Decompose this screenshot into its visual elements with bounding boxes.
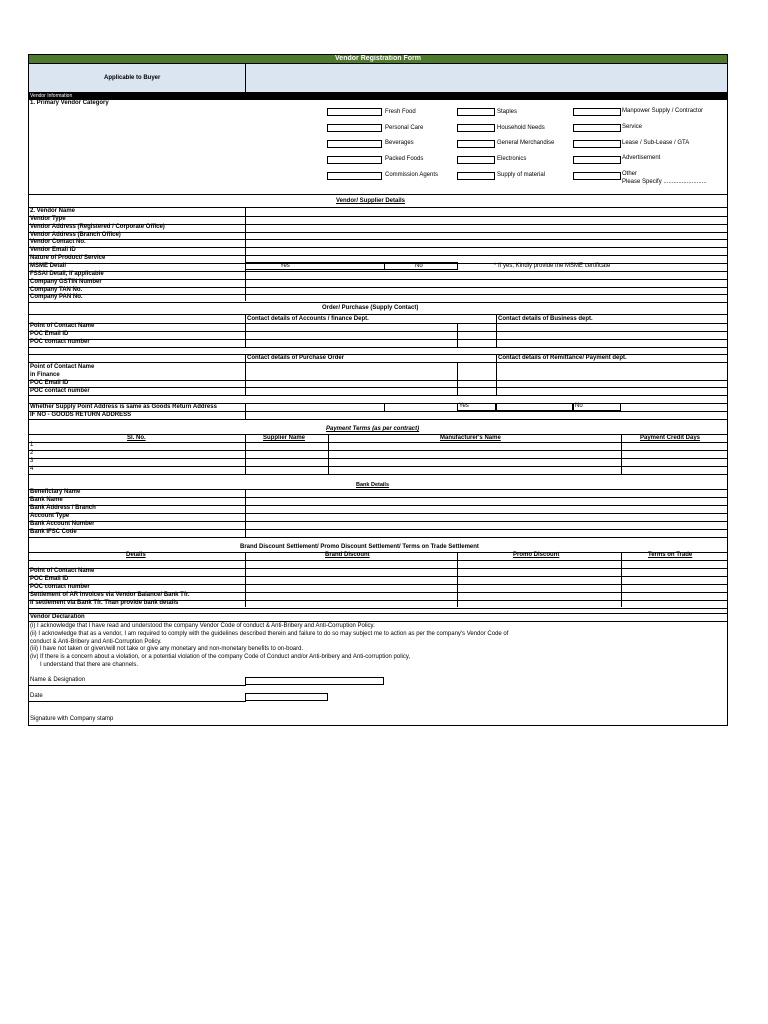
- divider: [28, 339, 728, 340]
- checkbox-packed-foods[interactable]: [327, 156, 382, 164]
- payment-row-number: 2: [30, 450, 34, 456]
- vendor-field-label: FSSAI Detail, if applicable: [30, 270, 104, 277]
- category-label: Fresh Food: [385, 109, 416, 115]
- vendor-field-label: Vendor Email ID: [30, 247, 76, 254]
- divider: [28, 331, 728, 332]
- bank-field-input[interactable]: [245, 521, 728, 529]
- divider: [457, 323, 458, 347]
- contact-business-heading: Contact details of Business dept.: [498, 316, 593, 322]
- divider: [621, 434, 622, 474]
- divider: [245, 489, 246, 537]
- checkbox-service[interactable]: [573, 124, 621, 132]
- primary-category-label: 1. Primary Vendor Category: [30, 100, 109, 106]
- divider: [28, 474, 728, 475]
- vendor-field-input[interactable]: [245, 294, 728, 302]
- vendor-field-input[interactable]: [245, 224, 728, 232]
- payment-row-number: 1: [30, 442, 34, 448]
- checkbox-advertisement[interactable]: [573, 156, 621, 164]
- poc-field-label: POC contact number: [30, 339, 90, 345]
- msme-no-label: No: [415, 263, 423, 269]
- category-label: Service: [622, 124, 643, 130]
- divider: [28, 608, 728, 609]
- vendor-field-label: Nature of Product/ Service: [30, 255, 106, 262]
- bank-field-input[interactable]: [245, 505, 728, 513]
- divider: [28, 621, 728, 622]
- checkbox-supply-of-material[interactable]: [457, 172, 495, 180]
- divider: [496, 314, 497, 347]
- vendor-field-input[interactable]: [245, 239, 728, 247]
- divider: [245, 354, 246, 395]
- vendor-field-label: Vendor Type: [30, 215, 66, 222]
- payment-row-number: 3: [30, 458, 34, 464]
- declaration-line: (i) I acknowledge that I have read and understood the company Vendor Code of conduct & Anti-Bribery and Anti-Corruption Policy.: [30, 623, 375, 629]
- divider: [28, 419, 728, 420]
- brand-field-label: POC Email ID: [30, 576, 69, 582]
- supply-point-question: Whether Supply Point Address is same as Goods Return Address: [30, 404, 217, 410]
- bank-field-label: Beneficiary Name: [30, 489, 81, 495]
- name-designation-label: Name & Designation: [30, 677, 86, 683]
- payment-terms-heading: Payment Terms (as per contract): [326, 426, 420, 432]
- divider: [621, 552, 622, 607]
- divider: [28, 387, 728, 388]
- divider: [28, 395, 728, 396]
- category-label: Manpower Supply / Contractor: [622, 108, 704, 114]
- divider: [28, 442, 728, 443]
- category-label: Other: [622, 171, 638, 177]
- contact-remittance-heading: Contact details of Remittance/ Payment dept.: [498, 355, 627, 361]
- bank-field-input[interactable]: [245, 529, 728, 537]
- divider: [28, 314, 728, 315]
- checkbox-staples[interactable]: [457, 108, 495, 116]
- divider: [28, 584, 728, 585]
- vendor-field-input[interactable]: [245, 216, 728, 224]
- vendor-information-strip: Vendor Information: [28, 93, 728, 100]
- poc-name-label: Point of Contact Name: [30, 364, 95, 370]
- brand-field-label: Settlement of AR invoices via Vendor Balance/ Bank Tfr.: [30, 592, 190, 598]
- category-label: Electronics: [497, 156, 527, 162]
- vendor-field-label: Vendor Contact No.: [30, 239, 86, 246]
- divider: [28, 568, 728, 569]
- vendor-field-label: MSME Detail: [30, 262, 67, 269]
- divider: [28, 458, 728, 459]
- vendor-field-label: Company GSTIN Number: [30, 278, 102, 285]
- declaration-title: Vendor Declaration: [30, 614, 85, 620]
- vendor-field-label: 2. Vendor Name: [30, 208, 76, 214]
- msme-yes-box[interactable]: [245, 262, 385, 270]
- name-designation-field[interactable]: [245, 677, 384, 685]
- vendor-supplier-details-heading: Vendor/ Supplier Details: [336, 198, 406, 204]
- checkbox-other[interactable]: [573, 172, 621, 180]
- poc-finance-label: in Finance: [30, 372, 60, 378]
- bank-field-label: Bank Address / Branch: [30, 505, 96, 511]
- msme-yes-label: Yes: [280, 263, 290, 269]
- vendor-field-label: Vendor Address (Branch Office): [30, 231, 121, 238]
- checkbox-lease[interactable]: [573, 140, 621, 148]
- vendor-field-input[interactable]: [245, 247, 728, 255]
- declaration-line: I understand that there are channels.: [30, 662, 139, 668]
- category-label: Supply of material: [497, 172, 546, 178]
- payment-header-manufacturer: Manufacturer's Name: [440, 435, 501, 441]
- brand-field-label: If settlement via Bank Tfr. Than provide bank details: [30, 600, 179, 606]
- checkbox-personal-care[interactable]: [327, 124, 382, 132]
- divider: [28, 302, 728, 303]
- poc-contact-label: POC contact number: [30, 388, 90, 394]
- divider: [28, 613, 728, 614]
- brand-field-label: POC contact number: [30, 584, 90, 590]
- category-label: Beverages: [385, 140, 414, 146]
- vendor-field-input[interactable]: [245, 271, 728, 279]
- divider: [28, 701, 246, 702]
- bank-details-heading: Bank Details: [356, 482, 390, 488]
- divider: [28, 362, 728, 363]
- vendor-field-input[interactable]: [245, 232, 728, 240]
- divider: [457, 362, 458, 395]
- vendor-field-input[interactable]: [245, 208, 728, 216]
- brand-header-details: Details: [126, 552, 146, 558]
- supply-yes-label: Yes: [459, 403, 469, 409]
- checkbox-fresh-food[interactable]: [327, 108, 382, 116]
- divider: [328, 434, 329, 474]
- date-field[interactable]: [245, 693, 328, 701]
- checkbox-household-needs[interactable]: [457, 124, 495, 132]
- divider: [28, 323, 728, 324]
- category-label: Household Needs: [497, 125, 545, 131]
- declaration-line: (ii) I acknowledge that as a vendor, I am required to comply with the guidelines described therein and failure to do so may subject me to action as per the company's Vendor Code of: [30, 631, 509, 637]
- divider: [496, 354, 497, 395]
- divider: [28, 347, 728, 348]
- brand-settlement-heading: Brand Discount Settlement/ Promo Discount Settlement/ Terms on Trade Settlement: [240, 544, 479, 550]
- bank-field-label: Bank IFSC Code: [30, 529, 77, 535]
- category-label: Lease / Sub-Lease / GTA: [622, 140, 690, 146]
- divider: [245, 207, 246, 301]
- vendor-field-input[interactable]: [245, 279, 728, 287]
- bank-field-input[interactable]: [245, 497, 728, 505]
- divider: [28, 194, 728, 195]
- checkbox-beverages[interactable]: [327, 140, 382, 148]
- bank-field-input[interactable]: [245, 513, 728, 521]
- divider: [28, 466, 728, 467]
- supply-yes-field[interactable]: [496, 403, 573, 411]
- category-label: Packed Foods: [385, 156, 424, 162]
- vendor-field-label: Company PAN No.: [30, 294, 83, 301]
- declaration-line: (iii) I have not taken or given/will not take or give any monetary and non-monetary benefits to on-board.: [30, 646, 304, 652]
- payment-row-number: 4: [30, 466, 34, 472]
- checkbox-electronics[interactable]: [457, 156, 495, 164]
- bank-field-label: Bank Name: [30, 497, 63, 503]
- checkbox-manpower[interactable]: [573, 108, 621, 116]
- category-label: Commission Agents: [385, 172, 439, 178]
- bank-field-label: Bank Account Number: [30, 521, 95, 527]
- goods-return-label: IF NO - GOODS RETURN ADDRESS: [30, 412, 132, 418]
- supply-no-label: No: [575, 403, 583, 409]
- brand-header-promo-discount: Promo Discount: [513, 552, 560, 558]
- brand-header-brand-discount: Brand Discount: [325, 552, 370, 558]
- bank-field-input[interactable]: [245, 489, 728, 497]
- divider: [28, 450, 728, 451]
- divider: [28, 560, 728, 561]
- vendor-field-label: Vendor Address (Registered / Corporate Office): [30, 223, 165, 230]
- divider: [28, 411, 728, 412]
- divider: [245, 403, 246, 411]
- divider: [245, 411, 246, 419]
- brand-header-terms-on-trade: Terms on Trade: [648, 552, 693, 558]
- brand-field-label: Point of Contact Name: [30, 568, 95, 574]
- bank-field-label: Account Type: [30, 513, 70, 519]
- payment-header-slno: Sl. No.: [127, 435, 146, 441]
- declaration-line: conduct & Anti-Bribery and Anti-Corruption Policy.: [30, 639, 162, 645]
- divider: [28, 576, 728, 577]
- order-purchase-heading: Order/ Purchase (Supply Contact): [322, 305, 419, 311]
- poc-field-label: Point of Contact Name: [30, 323, 95, 329]
- divider: [245, 314, 246, 347]
- divider: [28, 537, 728, 538]
- msme-note: * If yes, Kindly provide the MSME certificate: [494, 263, 611, 269]
- date-label: Date: [30, 693, 43, 699]
- contact-accounts-heading: Contact details of Accounts / finance Dept.: [247, 316, 369, 322]
- divider: [457, 552, 458, 607]
- divider: [28, 685, 246, 686]
- signature-label: Signature with Company stamp: [30, 716, 114, 722]
- declaration-line: (iv) If there is a concern about a violation, or a potential violation of the company Code of Conduct and/or Anti-bribery and Anti-corruption policy,: [30, 654, 411, 660]
- category-label: Staples: [497, 109, 518, 115]
- category-label: Advertisement: [622, 155, 661, 161]
- payment-header-supplier: Supplier Name: [263, 435, 306, 441]
- payment-header-credit-days: Payment Credit Days: [640, 435, 701, 441]
- vendor-field-input[interactable]: [245, 287, 728, 295]
- divider: [384, 403, 385, 411]
- contact-purchase-heading: Contact details of Purchase Order: [247, 355, 345, 361]
- category-label: General Merchandise: [497, 140, 555, 146]
- please-specify-label: Please Specify ..........................: [622, 179, 707, 185]
- checkbox-general-merchandise[interactable]: [457, 140, 495, 148]
- poc-field-label: POC Email ID: [30, 331, 69, 337]
- divider: [28, 380, 728, 381]
- divider: [245, 434, 246, 474]
- divider: [245, 552, 246, 607]
- vendor-field-label: Company TAN No.: [30, 286, 83, 293]
- applicable-to-buyer-label: Applicable to Buyer: [104, 75, 161, 81]
- form-title: Vendor Registration Form: [28, 54, 728, 63]
- poc-email-label: POC Email ID: [30, 380, 69, 386]
- checkbox-commission-agents[interactable]: [327, 172, 382, 180]
- category-label: Personal Care: [385, 125, 424, 131]
